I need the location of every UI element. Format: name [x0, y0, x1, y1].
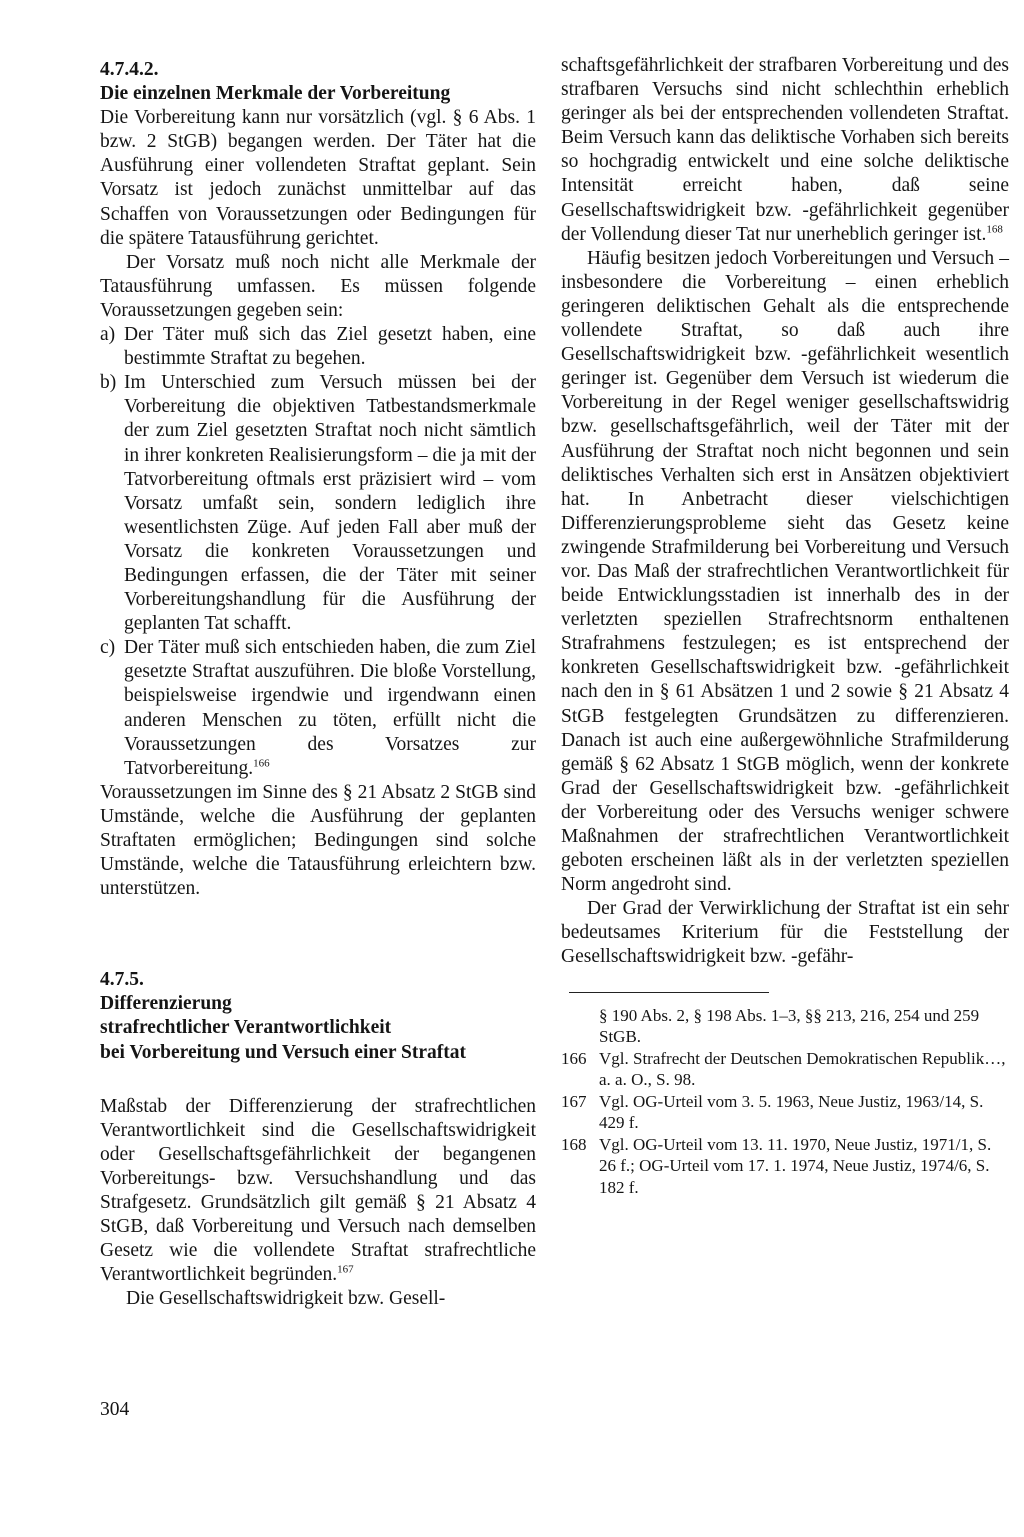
- footnote-ref[interactable]: 168: [986, 223, 1003, 236]
- list-marker: a): [100, 324, 116, 346]
- section-title-line: Differenzierung: [100, 993, 232, 1015]
- footnote: [561, 1091, 1009, 1134]
- footnote-number: 166: [561, 1048, 587, 1068]
- section-title-line: bei Vorbereitung und Versuch einer Straftat: [100, 1041, 467, 1063]
- paragraph: Der Vorsatz muß noch nicht alle Merkmale der Tatausführung umfassen. Es müssen folgende Voraussetzungen gegeben sein:: [100, 251, 536, 321]
- footnote-ref[interactable]: 167: [337, 1263, 354, 1276]
- footnote-text: Vgl. Strafrecht der Deutschen Demokratischen Republik…, a. a. O., S. 98.: [599, 1048, 1006, 1090]
- list-item: [100, 636, 536, 781]
- footnote: § 190 Abs. 2, § 198 Abs. 1–3, §§ 213, 216, 254 und 259 StGB.: [599, 1005, 980, 1047]
- list-item: [100, 371, 536, 636]
- section-number: 4.7.5.: [100, 969, 144, 991]
- paragraph: Die Gesellschaftswidrigkeit bzw. Gesell-: [126, 1288, 446, 1310]
- criteria-list: [100, 323, 536, 781]
- paragraph: Die Vorbereitung kann nur vorsätzlich (vgl. § 6 Abs. 1 bzw. 2 StGB) begangen werden. Der Täter hat die Ausführung einer vollendeten Straftat geplant. Sein Vorsatz ist jedoch zunächst unmittelbar auf das Schaffen von Voraussetzungen oder Bedingungen für die spätere Tatausführung gerichtet.: [100, 107, 536, 249]
- section-title-line: strafrechtlicher Verantwortlichkeit: [100, 1017, 392, 1039]
- right-column: [561, 54, 1009, 1198]
- paragraph: schaftsgefährlichkeit der strafbaren Vorbereitung und des strafbaren Versuchs sind nicht schlechthin erheblich geringer als bei der entsprechenden vollendeten Straftat. Beim Versuch kann das deliktische Vorhaben sich bereits so hochgradig entwickelt und eine solche deliktische Intensität erreicht haben, daß seine Gesellschaftswidrigkeit bzw. -gefährlichkeit gegenüber der Vollendung dieser Tat nur unerheblich geringer ist.$^{168}$: [561, 55, 1009, 245]
- left-column: [100, 58, 536, 1312]
- footnote-divider: [569, 992, 769, 993]
- footnote: [561, 1048, 1009, 1091]
- paragraph: Häufig besitzen jedoch Vorbereitungen und Versuch – insbesondere die Vorbereitung – einen erheblich geringeren deliktischen Gehalt als die entsprechende vollendete Straftat, so daß auch ihre Gesellschaftswidrigkeit bzw. -gefährlichkeit wesentlich geringer ist. Gegenüber dem Versuch ist wiederum die Vorbereitung in der Regel weniger gesellschaftswidrig bzw. gesellschaftsgefährlich, weil der Täter mit der Ausführung der Straftat noch nicht begonnen und sein deliktisches Verhalten sich erst in Ansätzen objektiviert hat. In Anbetracht dieser vielschichtigen Differenzierungsprobleme sieht das Gesetz keine zwingende Strafmilderung bei Vorbereitung und Versuch vor. Das Maß der strafrechtlichen Verantwortlichkeit für beide Entwicklungsstadien ist innerhalb des in der verletzten speziellen Strafrechtsnorm enthaltenen Strafrahmens festzulegen; es ist entsprechend der konkreten Gesellschaftswidrigkeit bzw. -gefährlichkeit nach den in § 61 Absätzen 1 und 2 sowie § 21 Absatz 4 StGB festgelegten Grundsätzen zu differenzieren. Danach ist auch eine außergewöhnliche Strafmilderung gemäß § 62 Absatz 1 StGB möglich, wenn der konkrete Grad der Gesellschaftswidrigkeit bzw. -gefährlichkeit der Vorbereitung oder des Versuchs weniger schwere Maßnahmen der strafrechtlichen Verantwortlichkeit geboten erscheinen läßt als in der verletzten speziellen Norm angedroht sind.: [561, 247, 1009, 896]
- paragraph: Maßstab der Differenzierung der strafrechtlichen Verantwortlichkeit sind die Gesellschaftswidrigkeit oder Gesellschaftsgefährlichkeit der begangenen Vorbereitungs- bzw. Versuchshandlung und das Strafgesetz. Grundsätzlich gilt gemäß § 21 Absatz 4 StGB, daß Vorbereitung und Versuch nach demselben Gesetz wie die vollendete Straftat strafrechtliche Verantwortlichkeit begründen.$^{167}$: [100, 1095, 536, 1286]
- list-marker: b): [100, 372, 117, 394]
- footnote-text: Vgl. OG-Urteil vom 13. 11. 1970, Neue Justiz, 1971/1, S. 26 f.; OG-Urteil vom 17. 1. 1974, Neue Justiz, 1974/6, S. 182 f.: [599, 1134, 992, 1197]
- footnote-text: Vgl. OG-Urteil vom 3. 5. 1963, Neue Justiz, 1963/14, S. 429 f.: [599, 1091, 984, 1133]
- page-number: 304: [100, 1399, 130, 1420]
- list-item: [100, 323, 536, 371]
- footnotes: [561, 1005, 1009, 1199]
- section-title: Die einzelnen Merkmale der Vorbereitung: [100, 83, 451, 105]
- footnote: [561, 1134, 1009, 1199]
- list-item-text: Im Unterschied zum Versuch müssen bei der Vorbereitung die objektiven Tatbestandsmerkmale der zum Ziel gesetzten Straftat noch nicht sämtlich in ihrer konkreten Realisierungsform – die ja mit der Tatvorbereitung oftmals erst präzisiert wird – vom Vorsatz umfaßt sein, sondern lediglich ihre wesentlichsten Züge. Auf jeden Fall aber muß der Vorsatz die konkreten Voraussetzungen und Bedingungen erfassen, die der Täter mit seiner Vorbereitungshandlung für die Ausführung der geplanten Tat schafft.: [124, 372, 536, 635]
- paragraph: Der Grad der Verwirklichung der Straftat ist ein sehr bedeutsames Kriterium für die Feststellung der Gesellschaftswidrigkeit bzw. -gefähr-: [561, 898, 1009, 968]
- list-marker: c): [100, 637, 116, 659]
- list-item-text: Der Täter muß sich das Ziel gesetzt haben, eine bestimmte Straftat zu begehen.: [124, 324, 536, 370]
- footnote-number: 168: [561, 1134, 587, 1154]
- footnote-number: 167: [561, 1091, 587, 1111]
- paragraph: Voraussetzungen im Sinne des § 21 Absatz 2 StGB sind Umstände, welche die Ausführung der geplanten Straftaten ermöglichen; Bedingungen sind solche Umstände, welche die Tatausführung erleichtern bzw. unterstützen.: [100, 781, 536, 900]
- section-number: 4.7.4.2.: [100, 59, 159, 80]
- footnote-ref[interactable]: 166: [253, 757, 270, 770]
- list-item-text: Der Täter muß sich entschieden haben, die zum Ziel gesetzte Straftat auszuführen. Die bloße Vorstellung, beispielsweise irgendwie und irgendwann einen anderen Menschen zu töten, erfüllt nicht die Voraussetzungen des Vorsatzes zur Tatvorbereitung.: [124, 637, 536, 779]
